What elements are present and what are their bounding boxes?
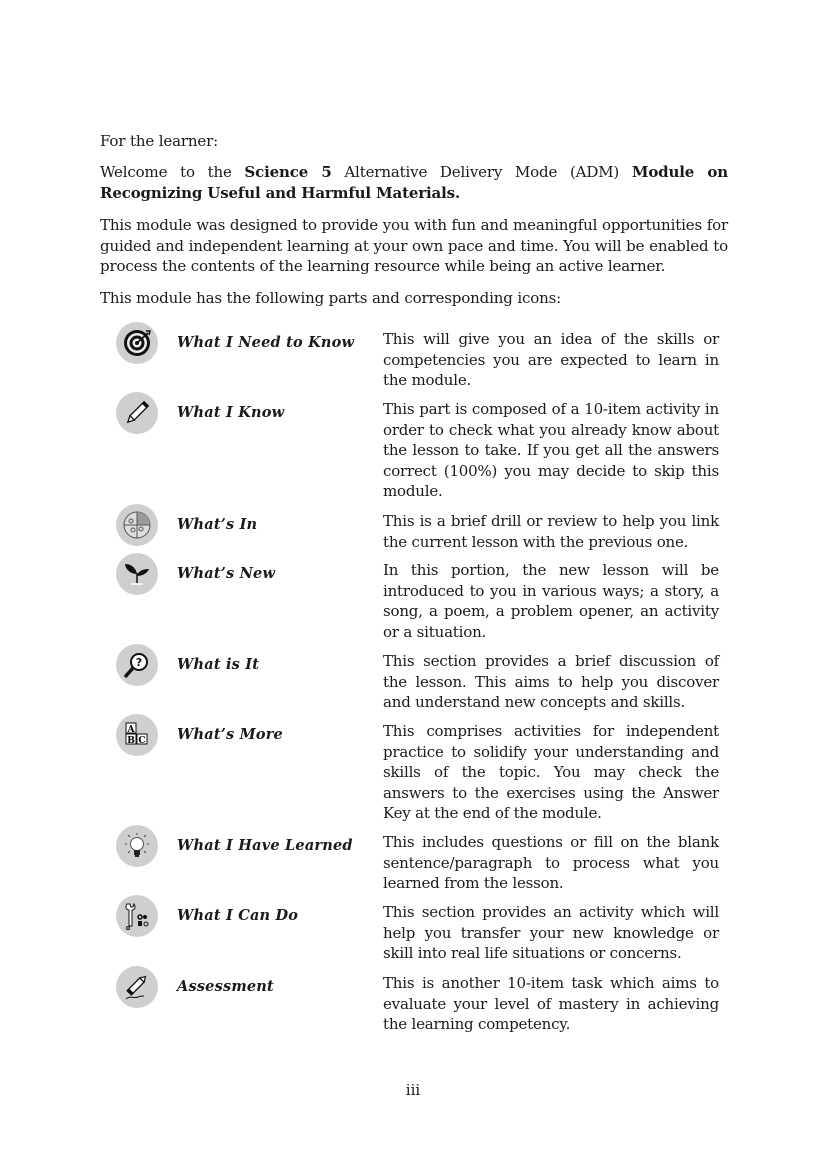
svg-text:A: A xyxy=(127,725,135,735)
puzzle-icon xyxy=(116,504,158,546)
part-label: What is It xyxy=(177,656,260,673)
part-description: In this portion, the new lesson will be introduced to you in various ways; a story, a song, a poem, a problem opener, an activity or a situation. xyxy=(383,561,719,641)
part-description: This will give you an idea of the skills or competencies you are expected to learn in the module. xyxy=(383,330,719,390)
part-description: This includes questions or fill on the blank sentence/paragraph to process what you learned from the lesson. xyxy=(383,833,719,893)
welcome-text-mid: Alternative Delivery Mode (ADM) xyxy=(331,163,632,181)
part-description: This section provides an activity which will help you transfer your new knowledge or skill into real life situations or concerns. xyxy=(383,903,719,963)
part-description: This is another 10-item task which aims to evaluate your level of mastery in achieving the learning competency. xyxy=(383,974,719,1034)
part-label: What’s New xyxy=(177,565,276,582)
part-label: What I Have Learned xyxy=(177,837,353,854)
part-description: This part is composed of a 10-item activity in order to check what you already know about the lesson to take. If you get all the answers correct (100%) you may decide to skip this module. xyxy=(383,400,719,501)
svg-text:B: B xyxy=(127,736,135,746)
welcome-paragraph xyxy=(100,162,728,203)
parts-intro: This module has the following parts and corresponding icons: xyxy=(100,289,562,307)
svg-text:C: C xyxy=(138,736,146,746)
magnifier-question-icon xyxy=(116,644,158,686)
part-label: What I Can Do xyxy=(177,907,299,924)
abc-blocks-icon xyxy=(116,714,158,756)
pencil-icon xyxy=(116,392,158,434)
welcome-text: Welcome to the xyxy=(100,163,245,181)
part-description: This comprises activities for independent practice to solidify your understanding and skills of the topic. You may check the answers to the exercises using the Answer Key at the end of the module. xyxy=(383,722,719,823)
lightbulb-icon xyxy=(116,825,158,867)
target-icon xyxy=(116,322,158,364)
page-number: iii xyxy=(405,1081,421,1099)
sprout-icon xyxy=(116,553,158,595)
part-label: Assessment xyxy=(177,978,274,995)
svg-text:?: ? xyxy=(135,656,143,669)
subject-name: Science 5 xyxy=(244,163,332,181)
part-label: What I Need to Know xyxy=(177,334,355,351)
part-label: What’s More xyxy=(177,726,283,743)
learner-heading: For the learner: xyxy=(100,132,219,150)
pencil-signature-icon xyxy=(116,966,158,1008)
part-description: This section provides a brief discussion of the lesson. This aims to help you discover and understand new concepts and skills. xyxy=(383,652,719,712)
part-label: What’s In xyxy=(177,516,258,533)
part-label: What I Know xyxy=(177,404,285,421)
part-description: This is a brief drill or review to help you link the current lesson with the previous one. xyxy=(383,512,719,551)
tools-icon xyxy=(116,895,158,937)
module-title: Module on Recognizing Useful and Harmful Materials. xyxy=(100,163,728,202)
purpose-paragraph: This module was designed to provide you with fun and meaningful opportunities for guided and independent learning at your own pace and time. You will be enabled to process the contents of the learning resource while being an active learner. xyxy=(100,216,728,275)
